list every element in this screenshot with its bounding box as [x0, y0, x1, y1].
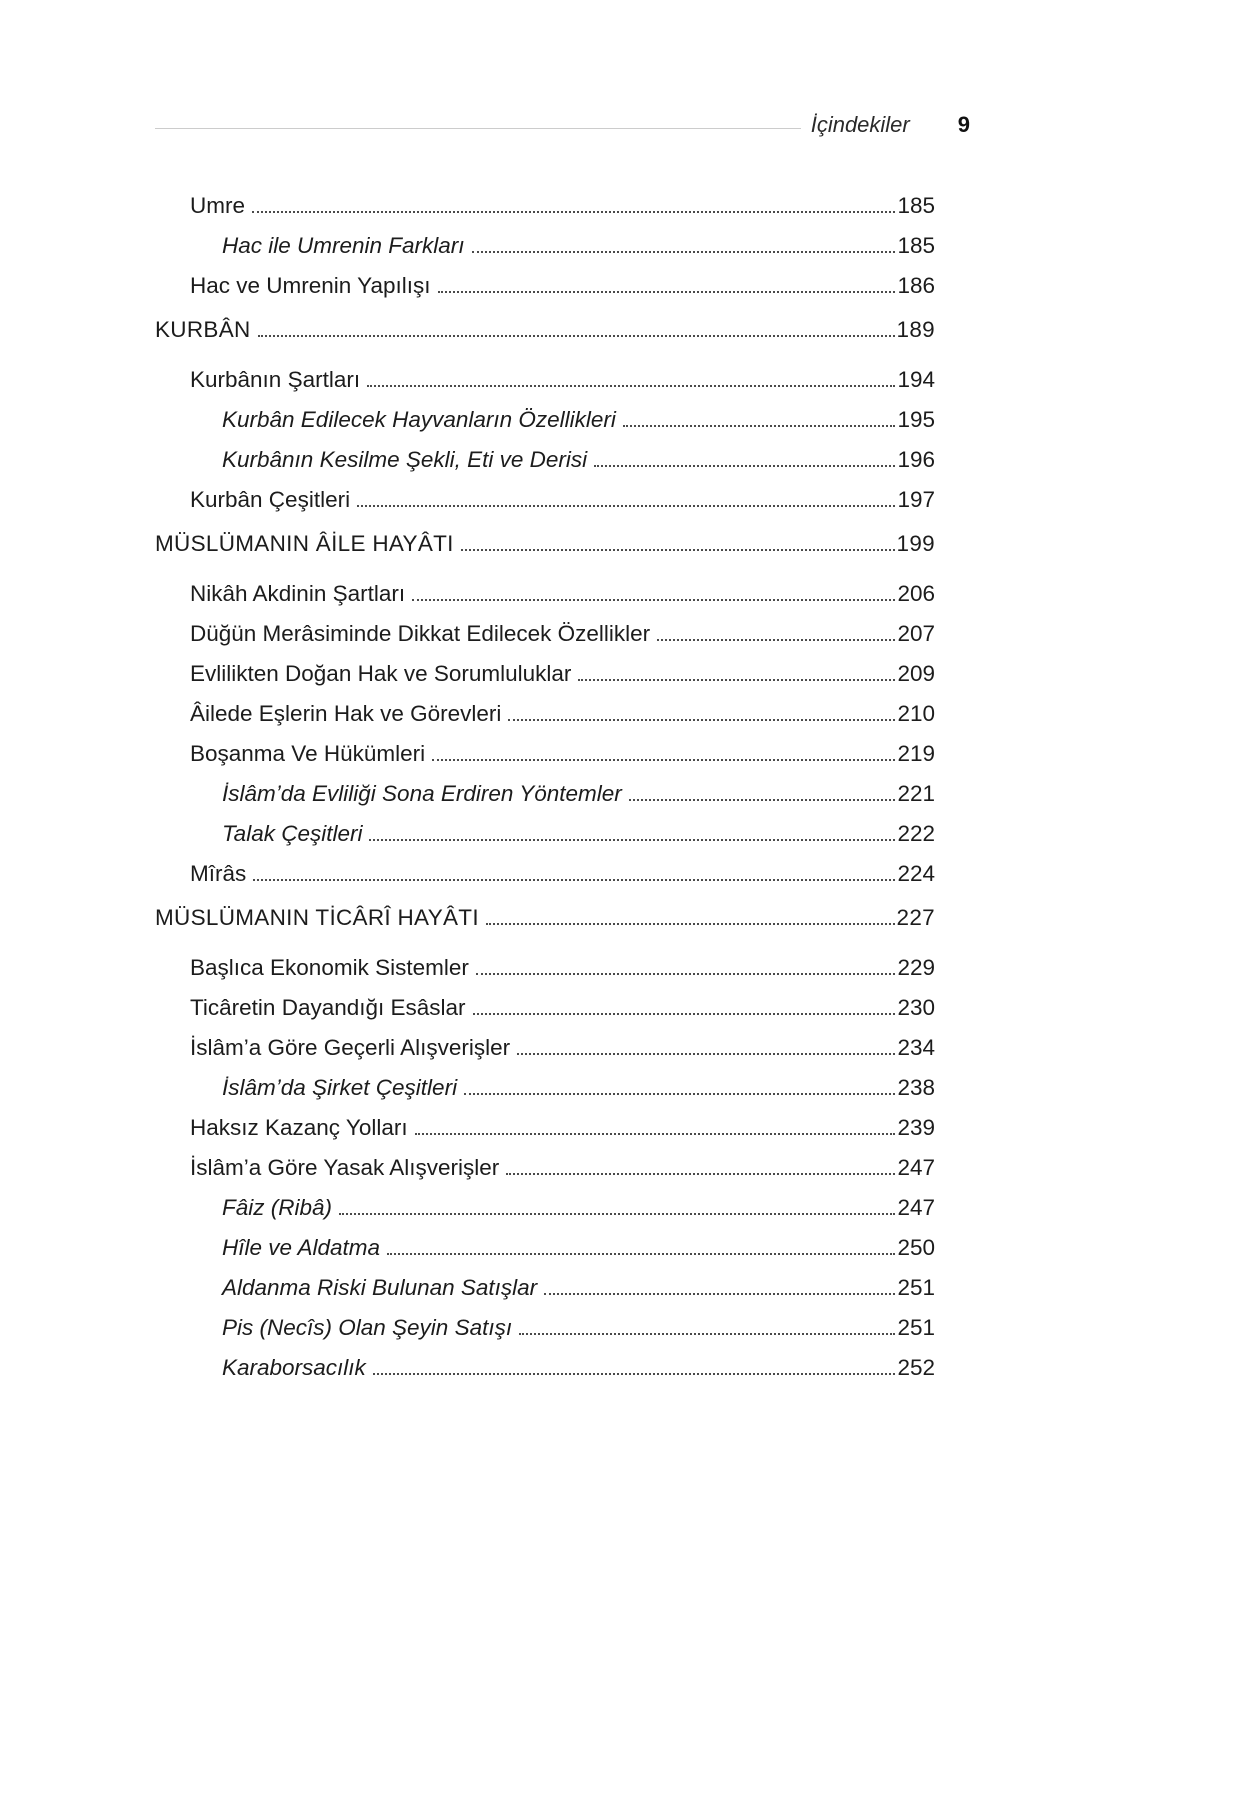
toc-entry-page: 234	[897, 1035, 935, 1060]
dot-leader	[472, 251, 896, 253]
toc-entry	[155, 1034, 935, 1061]
dot-leader	[578, 679, 895, 681]
toc-entry	[155, 192, 935, 219]
toc-entry	[155, 1114, 935, 1141]
toc-entry	[155, 406, 935, 433]
dot-leader	[476, 973, 896, 975]
toc-entry-label: İslâm’a Göre Yasak Alışverişler	[190, 1155, 500, 1180]
toc-entry-page: 196	[897, 447, 935, 472]
toc-entry	[155, 316, 935, 343]
toc-entry	[155, 700, 935, 727]
toc-entry	[155, 446, 935, 473]
toc-entry	[155, 780, 935, 807]
toc-entry-page: 251	[897, 1275, 935, 1300]
dot-leader	[629, 799, 896, 801]
dot-leader	[253, 879, 895, 881]
dot-leader	[486, 923, 895, 925]
toc-entry-label: Âilede Eşlerin Hak ve Görevleri	[190, 701, 502, 726]
toc-entry-label: Evlilikten Doğan Hak ve Sorumluluklar	[190, 661, 572, 686]
dot-leader	[438, 291, 896, 293]
toc-entry-label: Mîrâs	[190, 861, 247, 886]
dot-leader	[519, 1333, 895, 1335]
toc-entry-page: 186	[897, 273, 935, 298]
dot-leader	[623, 425, 896, 427]
dot-leader	[252, 211, 895, 213]
toc-entry	[155, 1154, 935, 1181]
toc-entry	[155, 580, 935, 607]
toc-entry	[155, 860, 935, 887]
running-header-title: İçindekiler	[810, 112, 910, 137]
dot-leader	[369, 839, 895, 841]
toc-entry-page: 252	[897, 1355, 935, 1380]
toc-entry-label: MÜSLÜMANIN ÂİLE HAYÂTI	[155, 531, 454, 556]
toc-entry	[155, 660, 935, 687]
toc-entry	[155, 904, 935, 931]
toc-entry	[155, 232, 935, 259]
running-header	[0, 0, 1260, 138]
toc-entry-label: Kurbân Edilecek Hayvanların Özellikleri	[222, 407, 616, 432]
toc-entry-page: 194	[897, 367, 935, 392]
toc-entry-label: KURBÂN	[155, 317, 251, 342]
toc-entry-page: 189	[896, 317, 935, 342]
toc-entry-page: 197	[897, 487, 935, 512]
toc-entry-label: İslâm’da Evliliği Sona Erdiren Yöntemler	[222, 781, 622, 806]
dot-leader	[387, 1253, 895, 1255]
toc-entry	[155, 820, 935, 847]
toc-entry	[155, 994, 935, 1021]
toc-entry-page: 185	[897, 233, 935, 258]
toc-entry-label: Pis (Necîs) Olan Şeyin Satışı	[222, 1315, 513, 1340]
toc-entry-label: Haksız Kazanç Yolları	[190, 1115, 408, 1140]
toc-entry-page: 238	[897, 1075, 935, 1100]
toc-entry-page: 229	[897, 955, 935, 980]
toc-entry-page: 222	[897, 821, 935, 846]
toc-entry-page: 247	[897, 1155, 935, 1180]
toc-entry	[155, 486, 935, 513]
toc-entry-label: Boşanma Ve Hükümleri	[190, 741, 426, 766]
toc-entry-page: 199	[896, 531, 935, 556]
toc-entry-page: 185	[897, 193, 935, 218]
toc-entry-page: 209	[897, 661, 935, 686]
toc-entry-label: Talak Çeşitleri	[222, 821, 363, 846]
toc-entry-page: 227	[896, 905, 935, 930]
dot-leader	[412, 599, 895, 601]
toc-entry-page: 221	[897, 781, 935, 806]
toc-entry-page: 219	[897, 741, 935, 766]
dot-leader	[464, 1093, 895, 1095]
dot-leader	[657, 639, 895, 641]
dot-leader	[473, 1013, 896, 1015]
dot-leader	[373, 1373, 896, 1375]
dot-leader	[506, 1173, 895, 1175]
header-rule-line	[155, 128, 801, 129]
toc-entry-label: MÜSLÜMANIN TİCÂRÎ HAYÂTI	[155, 905, 479, 930]
toc-entry-label: Kurbân Çeşitleri	[190, 487, 351, 512]
toc-entry-label: Hac ve Umrenin Yapılışı	[190, 273, 431, 298]
dot-leader	[517, 1053, 895, 1055]
toc-entry-label: Düğün Merâsiminde Dikkat Edilecek Özellikler	[190, 621, 651, 646]
toc-entry-label: Aldanma Riski Bulunan Satışlar	[222, 1275, 538, 1300]
dot-leader	[367, 385, 895, 387]
toc-entry	[155, 740, 935, 767]
toc-entry-page: 224	[897, 861, 935, 886]
toc-entry-label: İslâm’a Göre Geçerli Alışverişler	[190, 1035, 511, 1060]
toc-entry	[155, 620, 935, 647]
toc-entry-label: Hîle ve Aldatma	[222, 1235, 380, 1260]
toc-entry-page: 195	[897, 407, 935, 432]
toc-entry	[155, 1234, 935, 1261]
toc-entry-page: 247	[897, 1195, 935, 1220]
dot-leader	[258, 335, 895, 337]
toc-entry	[155, 530, 935, 557]
toc-entry-page: 230	[897, 995, 935, 1020]
toc-entry-page: 250	[897, 1235, 935, 1260]
toc-entry-label: Hac ile Umrenin Farkları	[222, 233, 465, 258]
toc-entry	[155, 366, 935, 393]
toc-entry	[155, 1354, 935, 1381]
toc-entry-page: 206	[897, 581, 935, 606]
toc-entry	[155, 272, 935, 299]
toc-entry-label: Umre	[190, 193, 245, 218]
toc-entry-label: Kurbânın Kesilme Şekli, Eti ve Derisi	[222, 447, 588, 472]
dot-leader	[357, 505, 895, 507]
dot-leader	[544, 1293, 895, 1295]
toc-list	[155, 192, 935, 1381]
toc-entry	[155, 1074, 935, 1101]
dot-leader	[594, 465, 895, 467]
dot-leader	[432, 759, 895, 761]
toc-entry	[155, 1274, 935, 1301]
toc-entry-page: 210	[897, 701, 935, 726]
toc-entry-label: İslâm’da Şirket Çeşitleri	[222, 1075, 458, 1100]
page-number: 9	[957, 112, 970, 137]
toc-entry-page: 251	[897, 1315, 935, 1340]
toc-entry-page: 239	[897, 1115, 935, 1140]
toc-entry-label: Fâiz (Ribâ)	[222, 1195, 333, 1220]
dot-leader	[461, 549, 895, 551]
toc-entry	[155, 1194, 935, 1221]
toc-entry-page: 207	[897, 621, 935, 646]
dot-leader	[415, 1133, 896, 1135]
toc-entry	[155, 1314, 935, 1341]
toc-entry-label: Ticâretin Dayandığı Esâslar	[190, 995, 466, 1020]
toc-entry-label: Nikâh Akdinin Şartları	[190, 581, 406, 606]
toc-entry-label: Başlıca Ekonomik Sistemler	[190, 955, 469, 980]
toc-entry	[155, 954, 935, 981]
dot-leader	[339, 1213, 895, 1215]
toc-entry-label: Kurbânın Şartları	[190, 367, 361, 392]
dot-leader	[508, 719, 895, 721]
toc-entry-label: Karaborsacılık	[222, 1355, 366, 1380]
